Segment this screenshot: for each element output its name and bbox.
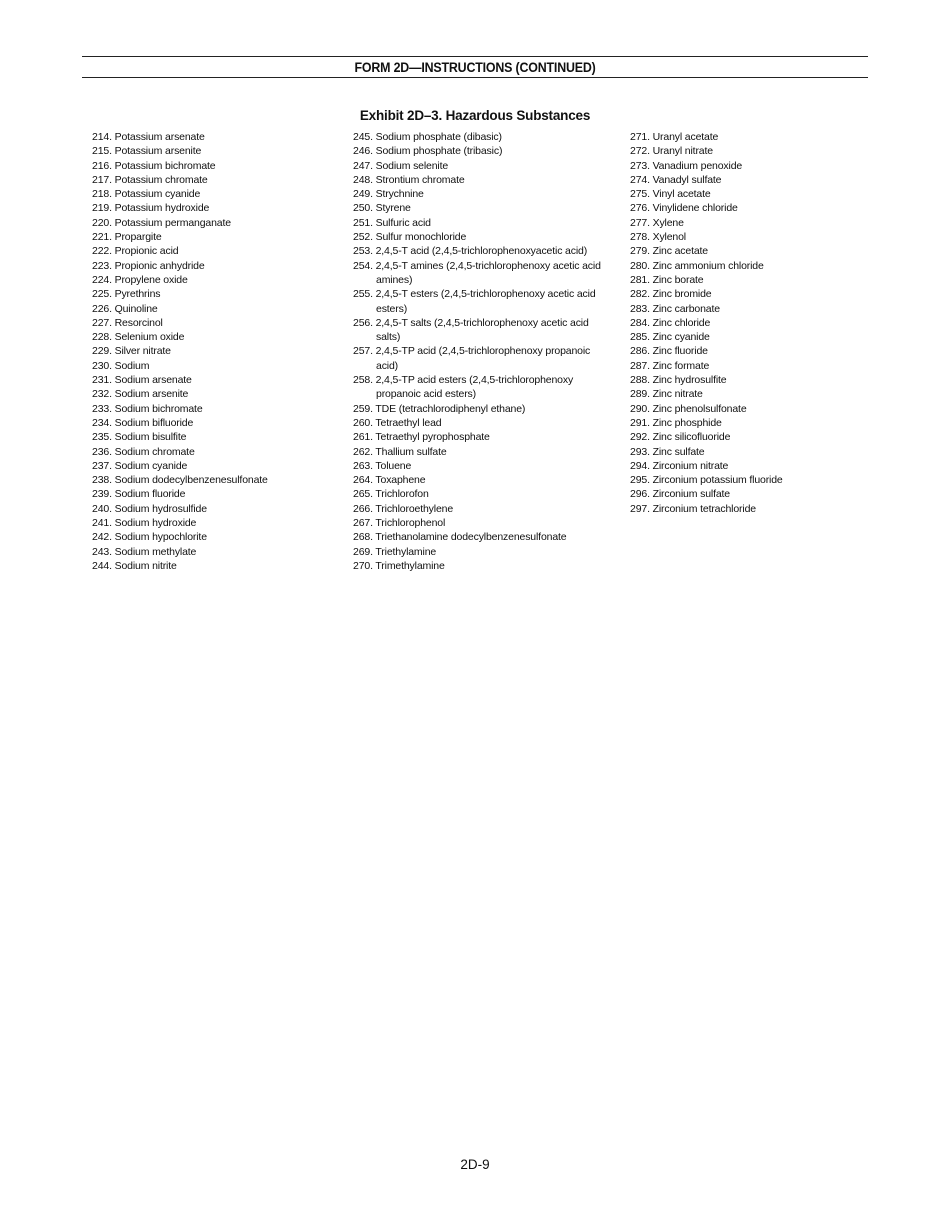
substance-entry: 266. Trichloroethylene: [353, 502, 454, 515]
substance-entry: 227. Resorcinol: [92, 316, 163, 329]
substance-entry: 251. Sulfuric acid: [353, 216, 431, 229]
substance-column-2: [353, 130, 613, 573]
substance-entry: 264. Toxaphene: [353, 474, 426, 487]
substance-entry: 237. Sodium cyanide: [92, 459, 188, 472]
substance-column-1: [92, 130, 342, 573]
substance-entry: 288. Zinc hydrosulfite: [630, 374, 727, 387]
substance-entry: 286. Zinc fluoride: [630, 345, 708, 358]
substance-column-3: [630, 130, 865, 516]
substance-entry: 252. Sulfur monochloride: [353, 231, 467, 244]
page-number: 2D-9: [460, 1157, 490, 1172]
substance-entry: 284. Zinc chloride: [630, 316, 711, 329]
substance-entry: 247. Sodium selenite: [353, 159, 449, 172]
substance-entry: 255. 2,4,5-T esters (2,4,5-trichlorophenoxy acetic acid esters): [353, 288, 596, 315]
substance-entry: 287. Zinc formate: [630, 359, 710, 372]
substance-entry: 278. Xylenol: [630, 231, 686, 244]
substance-entry: 243. Sodium methylate: [92, 545, 197, 558]
substance-entry: 254. 2,4,5-T amines (2,4,5-trichlorophenoxy acetic acid amines): [353, 259, 601, 286]
substance-entry: 220. Potassium permanganate: [92, 216, 231, 229]
substance-entry: 295. Zirconium potassium fluoride: [630, 474, 783, 487]
substance-entry: 233. Sodium bichromate: [92, 402, 203, 415]
substance-entry: 261. Tetraethyl pyrophosphate: [353, 431, 490, 444]
substance-entry: 253. 2,4,5-T acid (2,4,5-trichlorophenoxyacetic acid): [353, 245, 588, 258]
substance-entry: 214. Potassium arsenate: [92, 131, 205, 143]
substance-entry: 238. Sodium dodecylbenzenesulfonate: [92, 474, 268, 487]
substance-entry: 283. Zinc carbonate: [630, 302, 720, 315]
substance-entry: 219. Potassium hydroxide: [92, 202, 210, 215]
substance-entry: 289. Zinc nitrate: [630, 388, 703, 401]
substance-entry: 291. Zinc phosphide: [630, 416, 722, 429]
substance-entry: 257. 2,4,5-TP acid (2,4,5-trichlorophenoxy propanoic acid): [353, 345, 591, 372]
substance-entry: 230. Sodium: [92, 359, 150, 372]
substance-entry: 272. Uranyl nitrate: [630, 145, 713, 158]
substance-entry: 269. Triethylamine: [353, 545, 437, 558]
substance-entry: 221. Propargite: [92, 231, 162, 244]
substance-entry: 293. Zinc sulfate: [630, 445, 705, 458]
substance-entry: 292. Zinc silicofluoride: [630, 431, 731, 444]
substance-entry: 239. Sodium fluoride: [92, 488, 186, 501]
exhibit-title: Exhibit 2D–3. Hazardous Substances: [359, 108, 591, 123]
substance-entry: 262. Thallium sulfate: [353, 445, 447, 458]
substance-entry: 225. Pyrethrins: [92, 288, 161, 301]
substance-entry: 281. Zinc borate: [630, 273, 704, 286]
substance-entry: 282. Zinc bromide: [630, 288, 712, 301]
substance-entry: 244. Sodium nitrite: [92, 559, 177, 572]
substance-entry: 260. Tetraethyl lead: [353, 416, 442, 429]
substance-entry: 241. Sodium hydroxide: [92, 517, 197, 530]
substance-entry: 297. Zirconium tetrachloride: [630, 502, 756, 515]
substance-entry: 229. Silver nitrate: [92, 345, 171, 358]
substance-entry: 245. Sodium phosphate (dibasic): [353, 131, 502, 143]
substance-entry: 235. Sodium bisulfite: [92, 431, 187, 444]
substance-entry: 294. Zirconium nitrate: [630, 459, 729, 472]
substance-entry: 275. Vinyl acetate: [630, 188, 711, 201]
substance-entry: 217. Potassium chromate: [92, 173, 208, 186]
substance-entry: 280. Zinc ammonium chloride: [630, 259, 764, 272]
substance-entry: 296. Zirconium sulfate: [630, 488, 730, 501]
substance-entry: 267. Trichlorophenol: [353, 517, 446, 530]
substance-entry: 231. Sodium arsenate: [92, 374, 192, 387]
substance-entry: 232. Sodium arsenite: [92, 388, 189, 401]
substance-entry: 273. Vanadium penoxide: [630, 159, 743, 172]
substance-entry: 240. Sodium hydrosulfide: [92, 502, 207, 515]
substance-entry: 236. Sodium chromate: [92, 445, 195, 458]
substance-entry: 265. Trichlorofon: [353, 488, 429, 501]
substance-entry: 218. Potassium cyanide: [92, 188, 201, 201]
substance-entry: 249. Strychnine: [353, 188, 424, 201]
substance-entry: 242. Sodium hypochlorite: [92, 531, 207, 544]
substance-entry: 256. 2,4,5-T salts (2,4,5-trichlorophenoxy acetic acid salts): [353, 316, 589, 344]
substance-entry: 279. Zinc acetate: [630, 245, 708, 258]
substance-entry: 258. 2,4,5-TP acid esters (2,4,5-trichlorophenoxy propanoic acid esters): [353, 374, 574, 401]
substance-entry: 259. TDE (tetrachlorodiphenyl ethane): [353, 402, 526, 415]
substance-entry: 290. Zinc phenolsulfonate: [630, 402, 747, 415]
form-header: [82, 56, 868, 78]
form-header-title: FORM 2D—INSTRUCTIONS (CONTINUED): [354, 59, 596, 75]
substance-entry: 268. Triethanolamine dodecylbenzenesulfonate: [353, 531, 567, 544]
substance-entry: 215. Potassium arsenite: [92, 145, 202, 158]
substance-entry: 226. Quinoline: [92, 302, 158, 315]
substance-entry: 222. Propionic acid: [92, 245, 179, 258]
substance-entry: 276. Vinylidene chloride: [630, 202, 738, 215]
substance-entry: 216. Potassium bichromate: [92, 159, 216, 172]
substance-entry: 250. Styrene: [353, 202, 411, 215]
substance-entry: 270. Trimethylamine: [353, 559, 445, 572]
substance-entry: 271. Uranyl acetate: [630, 131, 719, 143]
substance-entry: 277. Xylene: [630, 216, 684, 229]
substance-entry: 234. Sodium bifluoride: [92, 416, 194, 429]
substance-entry: 224. Propylene oxide: [92, 273, 188, 286]
substance-entry: 274. Vanadyl sulfate: [630, 173, 722, 186]
substance-entry: 248. Strontium chromate: [353, 173, 465, 186]
substance-entry: 263. Toluene: [353, 459, 412, 472]
substance-entry: 246. Sodium phosphate (tribasic): [353, 145, 503, 158]
substance-entry: 228. Selenium oxide: [92, 331, 185, 344]
substance-entry: 285. Zinc cyanide: [630, 331, 710, 344]
substance-entry: 223. Propionic anhydride: [92, 259, 205, 272]
